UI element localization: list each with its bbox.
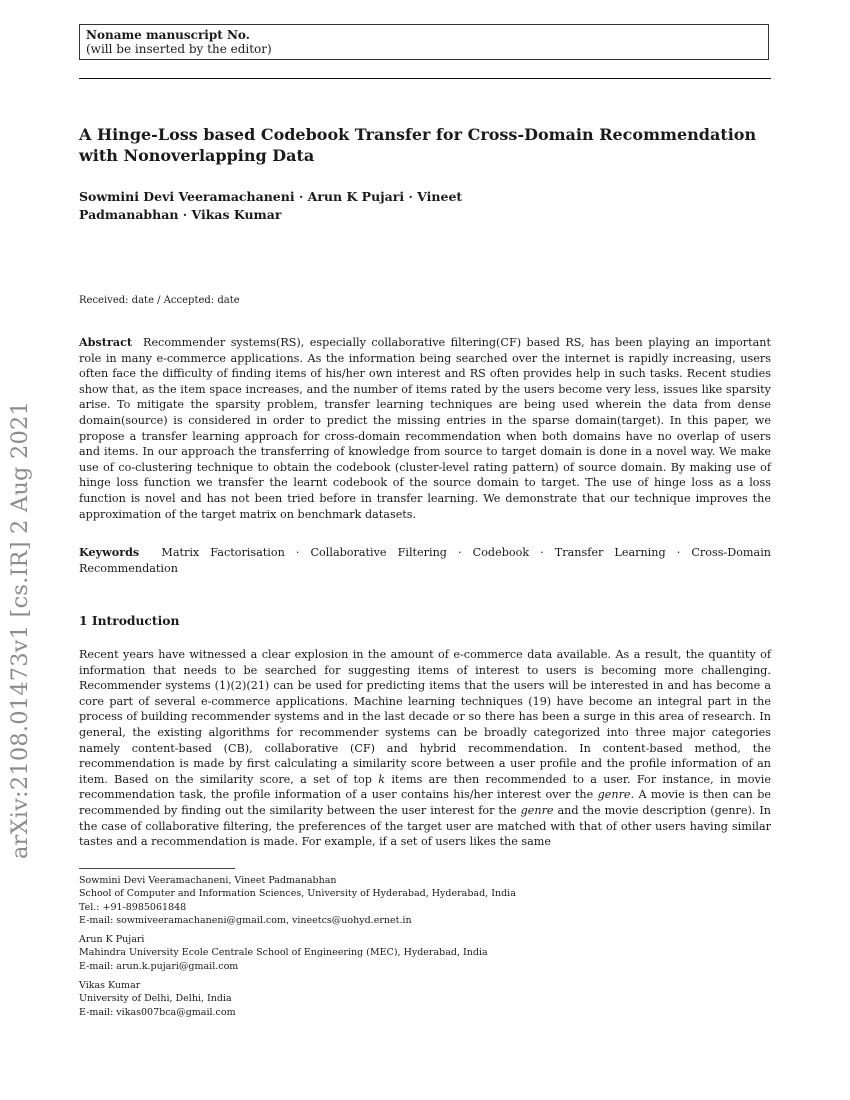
footnote-line: E-mail: vikas007bca@gmail.com bbox=[79, 1006, 236, 1018]
footnote-group bbox=[79, 979, 679, 1019]
abstract-label: Abstract bbox=[79, 335, 133, 349]
arxiv-identifier: arXiv:2108.01473v1 [cs.IR] 2 Aug 2021 bbox=[7, 400, 33, 860]
footnote-group bbox=[79, 933, 679, 973]
abstract bbox=[79, 335, 771, 522]
keywords-label: Keywords bbox=[79, 545, 140, 559]
footnote-line: Vikas Kumar bbox=[79, 980, 141, 992]
intro-text-part3: . A movie is then can be recommended by finding out the similarity between the user interest for the bbox=[79, 788, 771, 817]
section-heading-introduction: 1 Introduction bbox=[79, 613, 180, 628]
intro-text-part1: Recent years have witnessed a clear explosion in the amount of e-commerce data available. As a result, the quantity of information that needs to be searched for suggesting items of interest to users is becoming more challenging. Recommender systems (1)(2)(21) can be used for predicting items that the users will be interested in and has become a core part of several e-commerce applications. Machine learning techniques (19) have become an integral part in the process of building recommender systems and in the last decade or so there has been a surge in this area of research. In general, the existing algorithms for recommender systems can be broadly categorized into three major categories namely content-based (CB), collaborative (CF) and hybrid recommendation. In content-based method, the recommendation is made by first calculating a similarity score between a user profile and the profile information of an item. Based on the similarity score, a set of top bbox=[79, 648, 771, 786]
manuscript-number: Noname manuscript No. bbox=[86, 28, 250, 42]
header-rule bbox=[79, 78, 771, 79]
author-list: Sowmini Devi Veeramachaneni · Arun K Pujari · Vineet Padmanabhan · Vikas Kumar bbox=[79, 189, 463, 222]
keywords-text: Matrix Factorisation · Collaborative Filtering · Codebook · Transfer Learning · Cross-Domain Recommendation bbox=[79, 546, 771, 575]
footnote-line: Tel.: +91-8985061848 bbox=[79, 901, 187, 913]
editor-box bbox=[79, 24, 769, 60]
abstract-text: Recommender systems(RS), especially collaborative filtering(CF) based RS, has been playing an important role in many e-commerce applications. As the information being searched over the internet is rapidly increasing, users often face the difficulty of finding items of his/her own interest and RS often provides help in such tasks. Recent studies show that, as the item space increases, and the number of items rated by the users become very less, issues like sparsity arise. To mitigate the sparsity problem, transfer learning techniques are being used wherein the data from dense domain(source) is considered in order to predict the missing entries in the sparse domain(target). In this paper, we propose a transfer learning approach for cross-domain recommendation when both domains have no overlap of users and items. In our approach the transferring of knowledge from source to target domain is done in a novel way. We make use of co-clustering technique to obtain the codebook (cluster-level rating pattern) of source domain. By making use of hinge loss function we transfer the learnt codebook of the source domain to target. The use of hinge loss as a loss function is novel and has not been tried before in transfer learning. We demonstrate that our technique improves the approximation of the target matrix on benchmark datasets. bbox=[79, 336, 771, 521]
intro-text-part4: and the movie description (genre). In the case of collaborative filtering, the preferences of the target user are matched with that of other users having similar tastes and a recommendation is made. For example, if a set of users likes the same bbox=[79, 803, 771, 849]
footnote-line: Mahindra University Ecole Centrale School of Engineering (MEC), Hyderabad, India bbox=[79, 947, 488, 959]
footnote-line: E-mail: sowmiveeramachaneni@gmail.com, vineetcs@uohyd.ernet.in bbox=[79, 914, 412, 926]
footnote-line: University of Delhi, Delhi, India bbox=[79, 993, 232, 1005]
intro-text-part2: items are then recommended to a user. For instance, in movie recommendation task, the profile information of a user contains his/her interest over the bbox=[79, 772, 771, 802]
received-date: Received: date / Accepted: date bbox=[79, 295, 240, 306]
keywords bbox=[79, 545, 771, 576]
paper-title: A Hinge-Loss based Codebook Transfer for Cross-Domain Recommendation with Nonoverlapping Data bbox=[79, 125, 757, 165]
footnote-rule bbox=[79, 868, 235, 869]
intro-k-symbol: k bbox=[378, 772, 386, 786]
intro-genre-emphasis: genre bbox=[520, 803, 554, 817]
author-footnotes bbox=[79, 874, 679, 1025]
footnote-line: Sowmini Devi Veeramachaneni, Vineet Padmanabhan bbox=[79, 875, 337, 886]
footnote-group bbox=[79, 874, 679, 927]
footnote-line: Arun K Pujari bbox=[79, 934, 145, 946]
introduction-body bbox=[79, 647, 771, 850]
intro-genre-emphasis: genre bbox=[597, 788, 631, 802]
editor-note: (will be inserted by the editor) bbox=[86, 42, 272, 56]
footnote-line: E-mail: arun.k.pujari@gmail.com bbox=[79, 960, 239, 972]
footnote-line: School of Computer and Information Sciences, University of Hyderabad, Hyderabad, India bbox=[79, 888, 516, 900]
